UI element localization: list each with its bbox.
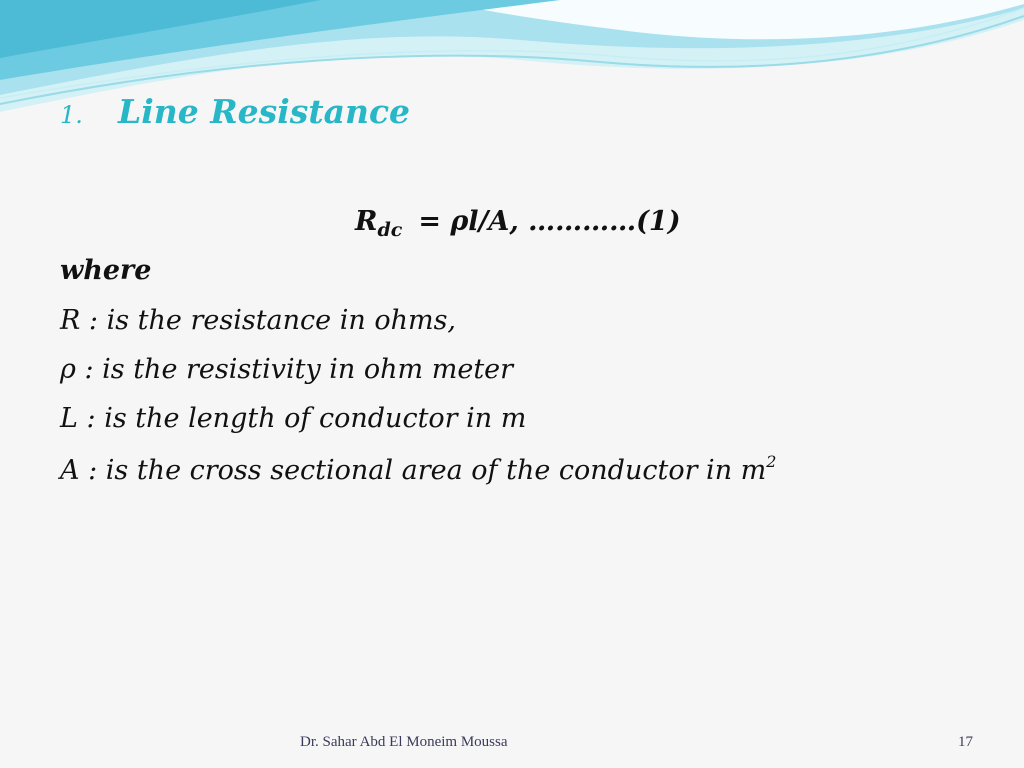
formula-lhs-subscript: dc (377, 219, 403, 241)
definition-r (60, 305, 456, 336)
definition-text: R : is the resistance in ohms, (60, 305, 457, 336)
where-label: where (60, 255, 152, 286)
definition-rho (60, 354, 513, 385)
definition-superscript: 2 (766, 452, 777, 471)
slide-number: 17 (958, 734, 973, 750)
definition-l (60, 403, 526, 434)
definition-text: A : is the cross sectional area of the conductor in m (60, 455, 767, 486)
formula-lhs-symbol: R (355, 206, 378, 237)
formula-rhs: = ρl/A, …………(1) (418, 206, 681, 237)
definition-text: L : is the length of conductor in m (60, 403, 527, 434)
definition-a (60, 452, 776, 486)
slide-title (60, 92, 410, 131)
definition-text: ρ : is the resistivity in ohm meter (60, 354, 514, 385)
resistance-formula (355, 206, 681, 241)
footer-author: Dr. Sahar Abd El Moneim Moussa (300, 734, 508, 750)
title-text: Line Resistance (118, 92, 411, 131)
title-number: 1. (60, 101, 83, 129)
